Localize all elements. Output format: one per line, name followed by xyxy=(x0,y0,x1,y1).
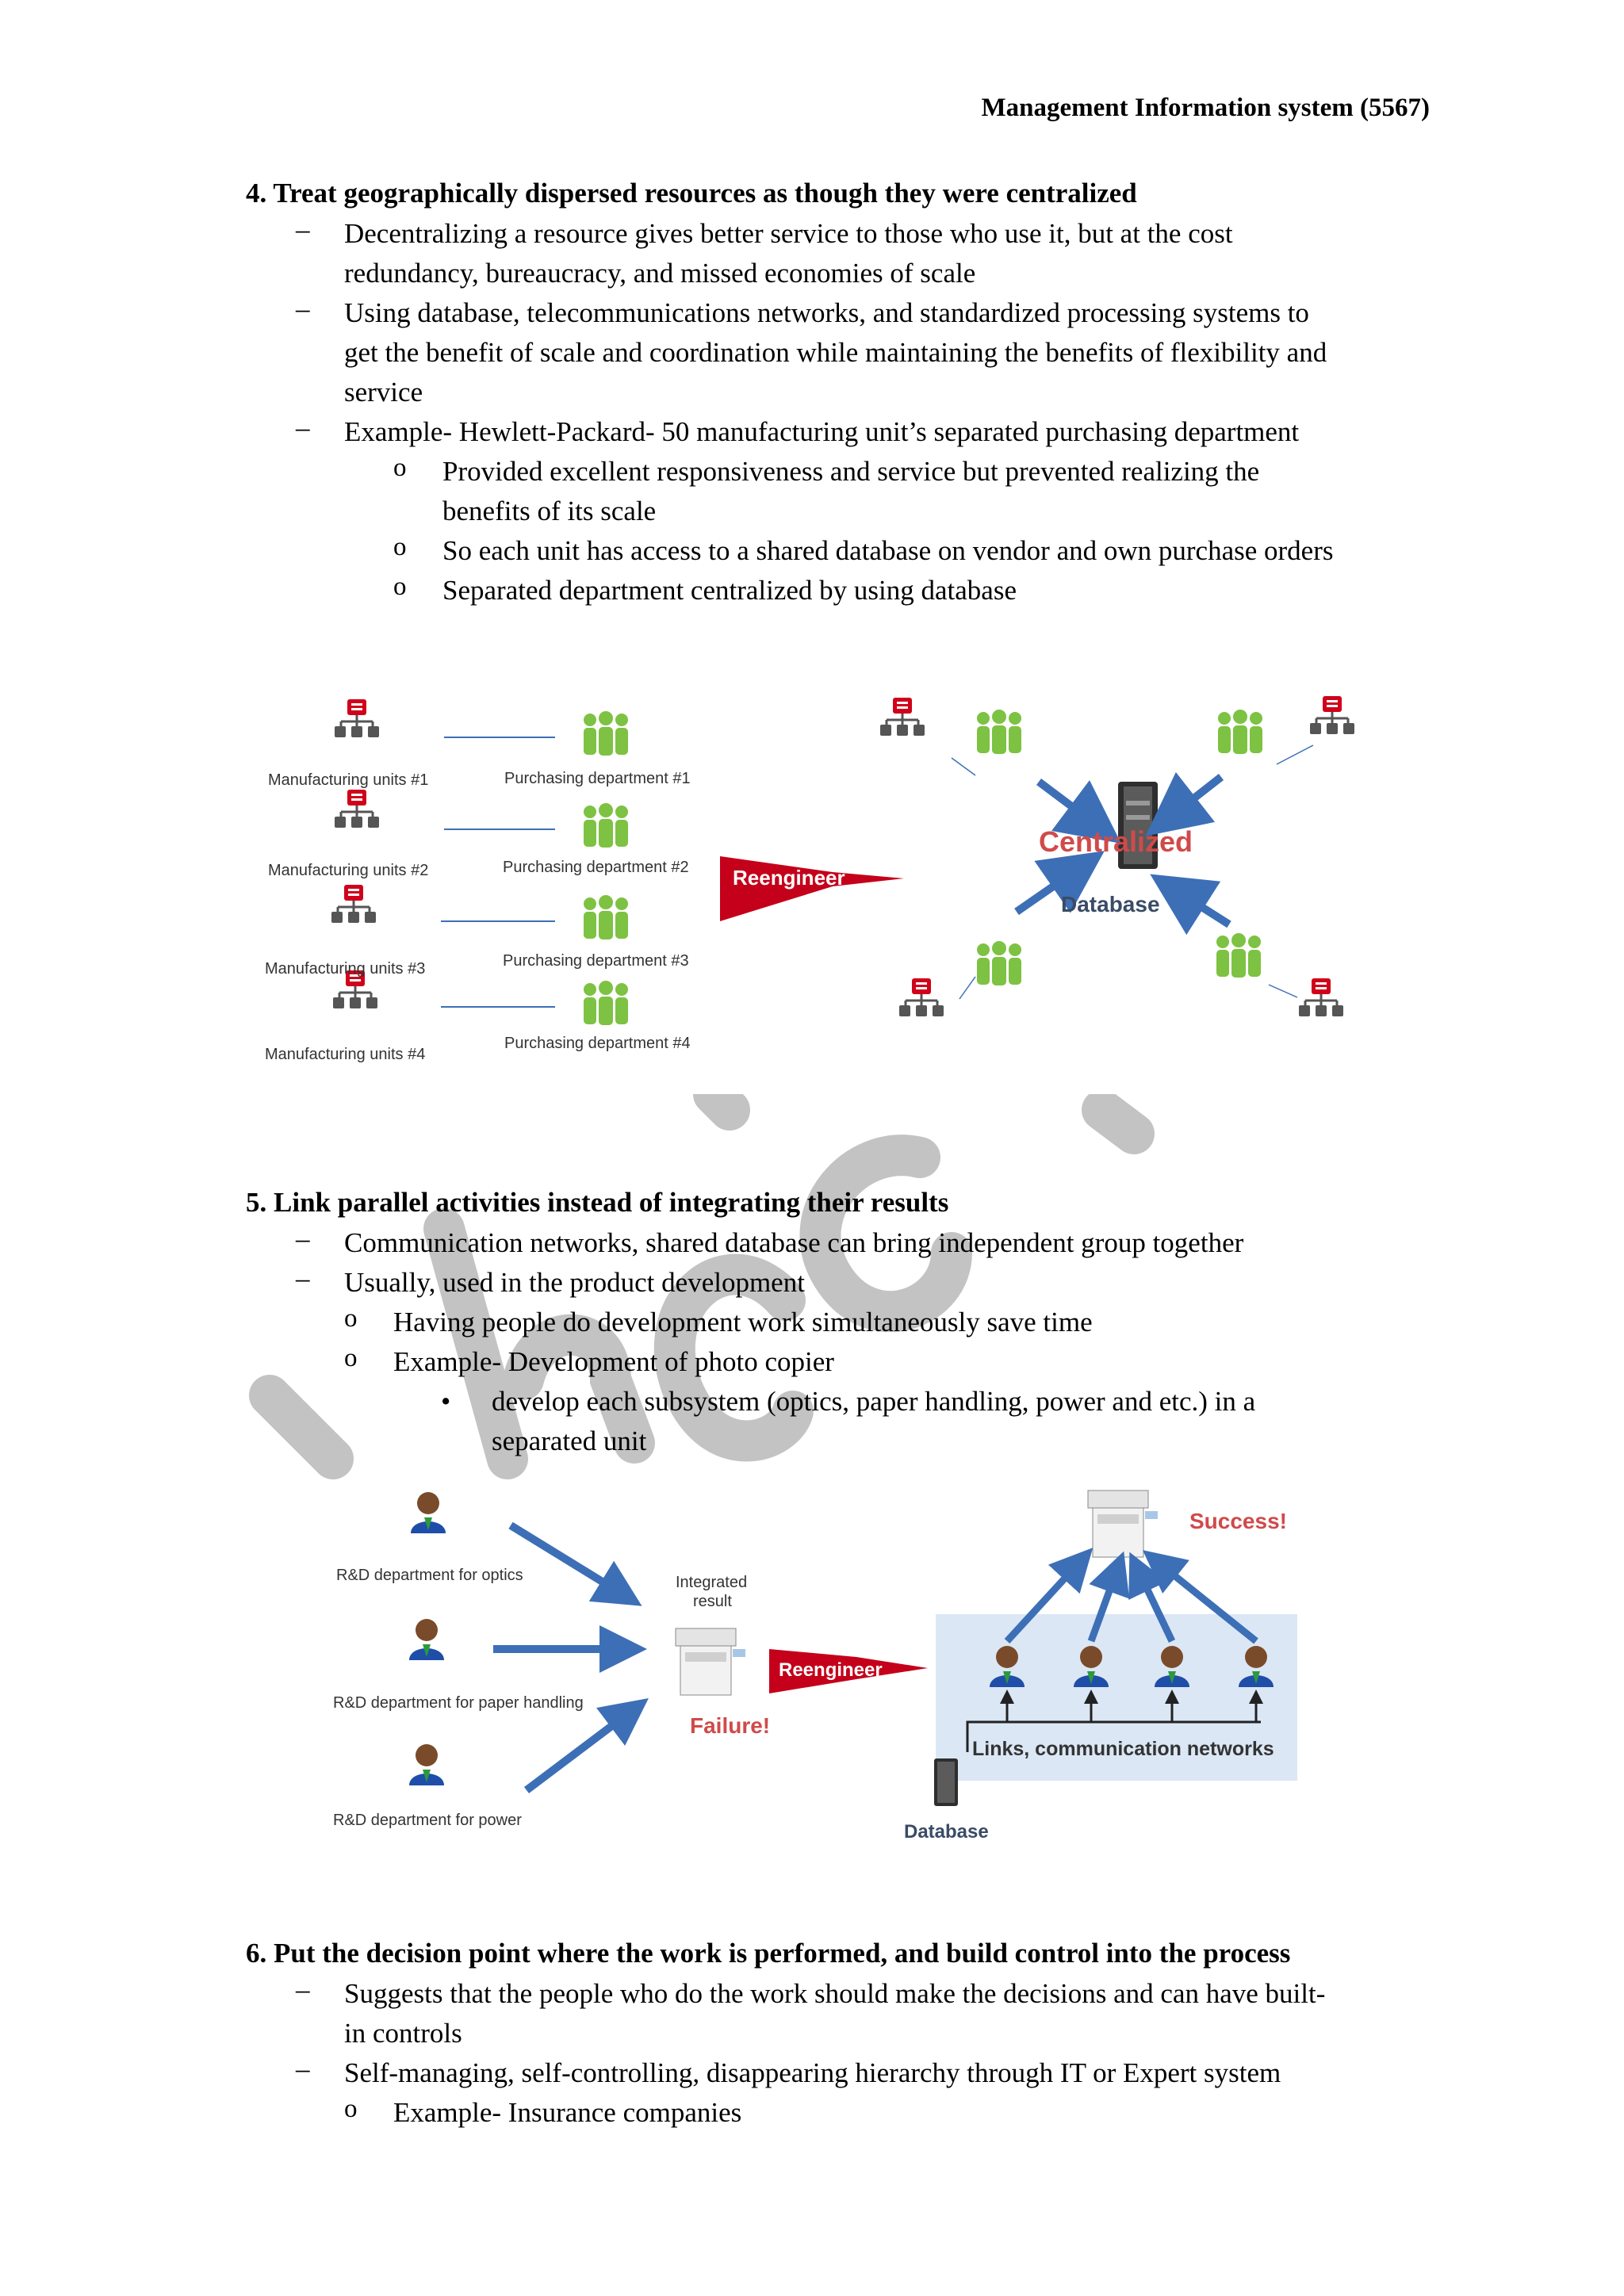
circle-bullet: o xyxy=(393,533,407,561)
person-icon xyxy=(409,1744,444,1785)
group-icon xyxy=(584,803,628,848)
dash-bullet: – xyxy=(296,1263,310,1294)
page-header: Management Information system (5567) xyxy=(981,94,1430,122)
s4-o1-line2: benefits of its scale xyxy=(442,496,657,526)
s5-dot1-line1: develop each subsystem (optics, paper handling, power and etc.) in a xyxy=(492,1386,1256,1417)
group-icon xyxy=(584,981,628,1025)
rd-label-power: R&D department for power xyxy=(333,1812,522,1829)
s5-o1: Having people do development work simultaneously save time xyxy=(393,1307,1093,1337)
org-chart-icon xyxy=(899,978,944,1016)
person-icon xyxy=(409,1619,444,1660)
s4-b1-line2: redundancy, bureaucracy, and missed economies of scale xyxy=(344,258,976,289)
org-chart-icon xyxy=(331,885,376,923)
database-label: Database xyxy=(904,1821,989,1843)
dash-bullet: – xyxy=(296,293,310,324)
circle-bullet: o xyxy=(393,453,407,482)
s4-b2-line1: Using database, telecommunications networks, and standardized processing systems to xyxy=(344,297,1309,328)
group-icon xyxy=(1216,933,1261,978)
mfg-label-1: Manufacturing units #1 xyxy=(268,771,429,789)
dot-bullet: • xyxy=(441,1386,451,1417)
s4-b2-line3: service xyxy=(344,377,423,408)
success-label: Success! xyxy=(1189,1509,1287,1533)
circle-bullet: o xyxy=(344,1344,358,1372)
group-icon xyxy=(584,711,628,756)
reengineer-label: Reengineer xyxy=(779,1659,883,1681)
org-chart-icon xyxy=(335,790,379,828)
s4-b1-line1: Decentralizing a resource gives better service to those who use it, but at the cost xyxy=(344,218,1233,249)
org-chart-icon xyxy=(880,698,925,736)
rd-label-optics: R&D department for optics xyxy=(336,1567,523,1584)
dash-bullet: – xyxy=(296,1974,310,2005)
s5-dot1-line2: separated unit xyxy=(492,1425,647,1456)
parallel-activities-diagram xyxy=(317,1459,1316,1855)
section-6-heading: 6. Put the decision point where the work is performed, and build control into the process xyxy=(246,1938,1291,1969)
person-icon xyxy=(411,1492,446,1533)
circle-bullet: o xyxy=(344,1304,358,1333)
org-chart-icon xyxy=(335,699,379,737)
s6-o1: Example- Insurance companies xyxy=(393,2097,742,2128)
group-icon xyxy=(977,710,1021,754)
org-chart-icon xyxy=(1299,978,1343,1016)
mfg-label-3: Manufacturing units #3 xyxy=(265,960,426,978)
integrated-label-1: Integrated xyxy=(676,1574,748,1591)
mfg-label-2: Manufacturing units #2 xyxy=(268,862,429,879)
pur-label-3: Purchasing department #3 xyxy=(503,952,689,970)
group-icon xyxy=(977,941,1021,985)
links-label: Links, communication networks xyxy=(972,1738,1274,1760)
mfg-label-4: Manufacturing units #4 xyxy=(265,1046,426,1063)
failure-label: Failure! xyxy=(690,1713,771,1738)
copier-icon xyxy=(676,1628,745,1695)
s5-b1: Communication networks, shared database can bring independent group together xyxy=(344,1227,1244,1258)
circle-bullet: o xyxy=(344,2095,358,2123)
database-label: Database xyxy=(1061,892,1160,916)
s4-b3: Example- Hewlett-Packard- 50 manufacturing unit’s separated purchasing department xyxy=(344,416,1300,447)
centralization-diagram xyxy=(254,682,1380,1078)
dash-bullet: – xyxy=(296,214,310,245)
s5-b2: Usually, used in the product development xyxy=(344,1267,805,1298)
dash-bullet: – xyxy=(296,1223,310,1254)
copier-icon xyxy=(1088,1490,1158,1557)
pur-label-1: Purchasing department #1 xyxy=(504,770,691,787)
dash-bullet: – xyxy=(296,412,310,443)
s6-b1-line1: Suggests that the people who do the work should make the decisions and can have built- xyxy=(344,1978,1326,2009)
rd-label-paper: R&D department for paper handling xyxy=(333,1694,584,1712)
s4-o3: Separated department centralized by using database xyxy=(442,575,1017,606)
pur-label-4: Purchasing department #4 xyxy=(504,1035,691,1052)
s6-b2: Self-managing, self-controlling, disappearing hierarchy through IT or Expert system xyxy=(344,2057,1281,2088)
dash-bullet: – xyxy=(296,2053,310,2084)
s5-o2: Example- Development of photo copier xyxy=(393,1346,834,1377)
org-chart-icon xyxy=(1310,696,1354,734)
circle-bullet: o xyxy=(393,572,407,601)
section-5-heading: 5. Link parallel activities instead of integrating their results xyxy=(246,1187,949,1218)
s4-o1-line1: Provided excellent responsiveness and service but prevented realizing the xyxy=(442,456,1260,487)
server-icon xyxy=(934,1758,958,1806)
integrated-label-2: result xyxy=(693,1593,732,1610)
centralized-label: Centralized xyxy=(1039,825,1193,858)
s4-b2-line2: get the benefit of scale and coordination while maintaining the benefits of flexibility and xyxy=(344,337,1327,368)
pur-label-2: Purchasing department #2 xyxy=(503,859,689,876)
section-4-heading: 4. Treat geographically dispersed resources as though they were centralized xyxy=(246,178,1137,209)
s6-b1-line2: in controls xyxy=(344,2018,462,2049)
reengineer-label: Reengineer xyxy=(733,866,845,890)
s4-o2: So each unit has access to a shared database on vendor and own purchase orders xyxy=(442,535,1334,566)
group-icon xyxy=(584,895,628,939)
group-icon xyxy=(1218,710,1262,754)
